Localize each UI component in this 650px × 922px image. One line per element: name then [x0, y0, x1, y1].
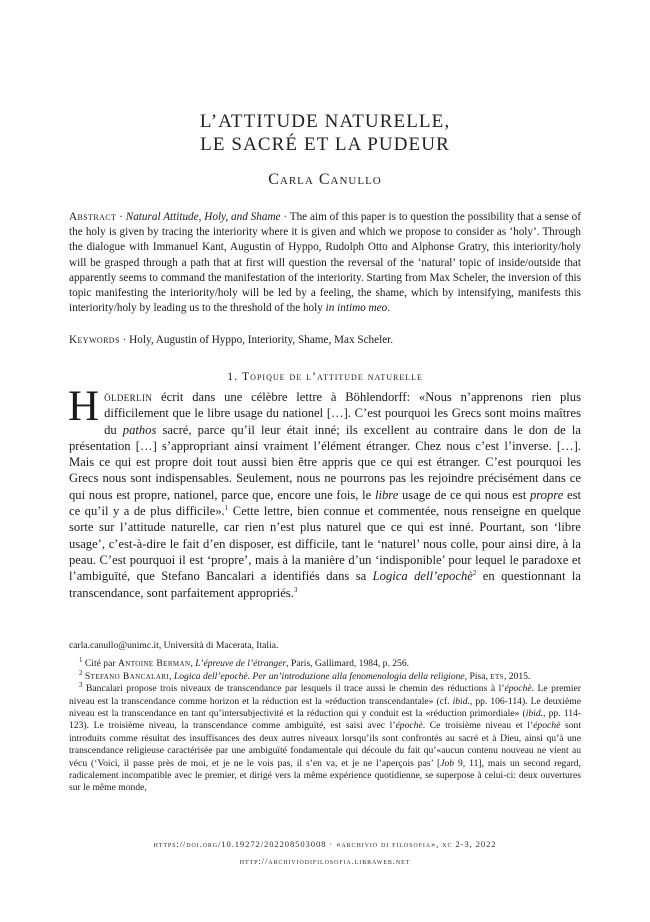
footnote-3-italic-5: épochè	[533, 720, 561, 732]
footnotes	[69, 640, 581, 795]
body-italic-propre: propre	[529, 487, 564, 502]
keywords	[69, 333, 581, 348]
abstract	[69, 210, 581, 316]
body-italic-logica: Logica dell’epochè	[372, 569, 473, 584]
footnote-3-text-g: 9, 11], mais un second regard, radicalement incompatible avec le premier, et dirigé vers la même expérience quotidienne, se superpose à celui-ci: deux ouvertures sur le même monde,	[69, 757, 581, 794]
footnote-2-title: Logica dell’epochè. Per un’introduzione alla fenomenologia della religione	[173, 670, 465, 682]
footnote-3-text-d: , pp. 114-123). Le troisième niveau, la transcendance comme ambiguïté, est saisi avec l’	[69, 708, 581, 732]
keywords-label: Keywords	[69, 334, 120, 346]
footnote-2-author: Stefano Bancalari	[84, 670, 170, 682]
footnote-1	[69, 658, 581, 670]
footnote-1-title: L’épreuve de l’étranger	[195, 658, 287, 670]
footnote-3-italic-1: épochè	[504, 683, 532, 695]
footnote-3-italic-2: ibid.	[452, 695, 470, 707]
footer-url-line[interactable]: http://archiviodifilosofia.libraweb.net	[239, 856, 411, 866]
abstract-label: Abstract	[69, 211, 117, 223]
footnote-1-text-b: ,	[190, 658, 196, 670]
section-heading: 1. Topique de l’attitude naturelle	[227, 369, 423, 383]
keywords-text: Holy, Augustin of Hyppo, Interiority, Shame, Max Scheler.	[129, 334, 394, 346]
body-text-1: écrit dans une célèbre lettre à Böhlendorff: «Nous n’apprenons rien plus difficilement que le libre usage du nationel […]. C’est pourquoi les Grecs sont moins maîtres du	[104, 390, 581, 437]
footnote-2-publisher: ets	[490, 670, 504, 682]
footnote-3-italic-4: épochè	[395, 720, 423, 732]
body-text-5: Cette lettre, bien connue et commentée, nous renseigne en quelque sorte sur l’attitude naturelle, car rien n’est plus naturel que ce qui est inné. Pourtant, son ‘libre usage’, c’est-à-dire le fait d’en disposer, est difficile, tant le ‘naturel’ nous colle, pour ainsi dire, à la peau. C’est pourquoi il est ‘propre’, mais à la manière d’un ‘indisponible’ pour lequel le paradoxe et l’ambiguïté, que Stefano Bancalari a identifiés dans sa	[69, 504, 581, 584]
body-paragraph	[68, 383, 582, 601]
footnote-1-number: 1	[79, 656, 83, 665]
article-title-line-1: L’ATTITUDE NATURELLE,	[199, 111, 451, 132]
footnote-3-text-b: . Le premier niveau est la transcendance comme horizon et la réduction est la «réduction transcendantale» (cf.	[69, 683, 581, 707]
footnote-2-text-b: , Pisa,	[464, 670, 491, 682]
footnote-2-text-c: , 2015.	[503, 670, 531, 682]
footer-doi-line[interactable]: https://doi.org/10.19272/202208503008 · «archivio di filosofia», xc 2-3, 2022	[153, 839, 497, 849]
abstract-title: Natural Attitude, Holy, and Shame	[125, 211, 281, 223]
body-text-4: est ce qu’il y a de plus difficile».	[69, 487, 582, 519]
footnote-ref-2[interactable]: 2	[472, 569, 477, 578]
abstract-italic-end: in intimo meo	[325, 302, 388, 315]
body-italic-libre: libre	[374, 487, 399, 502]
author-email-affiliation: carla.canullo@unimc.it, Università di Macerata, Italia.	[69, 640, 279, 651]
footnote-3-italic-6: Job	[440, 757, 455, 769]
body-text-6: en questionnant la transcendance, sont parfaitement appropriés.	[69, 569, 582, 600]
drop-cap: H	[68, 383, 100, 430]
footnote-2-number: 2	[79, 668, 83, 677]
footnote-3	[69, 683, 581, 795]
footnote-1-text-c: , Paris, Gallimard, 1984, p. 256.	[286, 658, 410, 670]
footnote-ref-1[interactable]: 1	[224, 503, 229, 512]
abstract-text: The aim of this paper is to question the possibility that a sense of the holy is given by tracing the interiority where it is given and which we propose to consider as ‘holy’. Through the dialogue with Immanuel Kant, Augustin of Hyppo, Rudolph Otto and Alphonse Gratry, this interiority/holy will be grasped through a path that at first will question the reversal of the ‘natural’ topic of inside/outside that apparently seems to command the manifestation of the interiority. Starting from Max Scheler, the inversion of this topic manifesting the interiority/holy will be led by a feeling, the shame, which by intensifying, manifests this interiority/holy by leading us to the threshold of the holy	[69, 211, 581, 315]
body-lead-word: ölderlin	[104, 390, 153, 404]
footnote-3-text-f: sont introduits comme résultat des insuffisances des deux autres niveaux lorsqu’ils sont confrontés au sacré et à Dieu, ainsi qu’à une transcendance religieuse caractérisée par une ambiguïté fondamentale qui découle du fait qu’«aucun contenu nouveau ne vient au vécu (‘Voici, il passe près de moi, et je ne le vois pas, il s’en va, et je ne l’aperçois pas’ [	[69, 720, 581, 769]
footnote-3-number: 3	[79, 681, 83, 690]
body-text-3: usage de ce qui nous est	[398, 487, 530, 502]
footnote-2-text-a: ,	[169, 670, 174, 682]
body-text-2: sacré, parce qu’il leur était inné; ils excellent au contraire dans le don de la présentation […] s’appropriant ainsi vraiment l’élément étranger. Chez nous c’est l’inverse. […]. Mais ce qui est propre doit tout aussi bien être appris que ce qui est étranger. C’est pourquoi les Grecs nous sont indispensables. Seulement, nous ne pourrons pas les rejoindre précisément dans ce qui nous est propre, nationel, parce que, encore une fois, le	[69, 422, 581, 502]
footnote-3-text-c: , pp. 106-114). Le deuxième niveau est la transcendance en tant qu’intersubjectivité et la réduction qui y conduit est la «réduction primordiale» (	[69, 695, 582, 720]
article-title-line-2: LE SACRÉ ET LA PUDEUR	[200, 134, 450, 155]
article-author: Carla Canullo	[268, 171, 382, 188]
body-italic-pathos: pathos	[122, 422, 157, 437]
footnote-1-text-a: Cité par	[82, 658, 118, 670]
footnote-1-author: Antoine Berman	[117, 658, 191, 670]
footnote-3-text-a: Bancalari propose trois niveaux de transcendance par lesquels il trace aussi le chemin des réductions à l’	[82, 683, 505, 695]
abstract-end: .	[387, 302, 390, 315]
abstract-separator-2: ·	[280, 211, 290, 223]
footnote-3-italic-3: ibid.	[525, 708, 544, 720]
footnote-ref-3[interactable]: 3	[293, 585, 298, 594]
keywords-separator: ·	[119, 334, 130, 346]
footnote-2	[69, 668, 581, 683]
abstract-separator: ·	[116, 211, 126, 223]
footnote-3-text-e: . Ce troisième niveau et l’	[422, 720, 534, 732]
